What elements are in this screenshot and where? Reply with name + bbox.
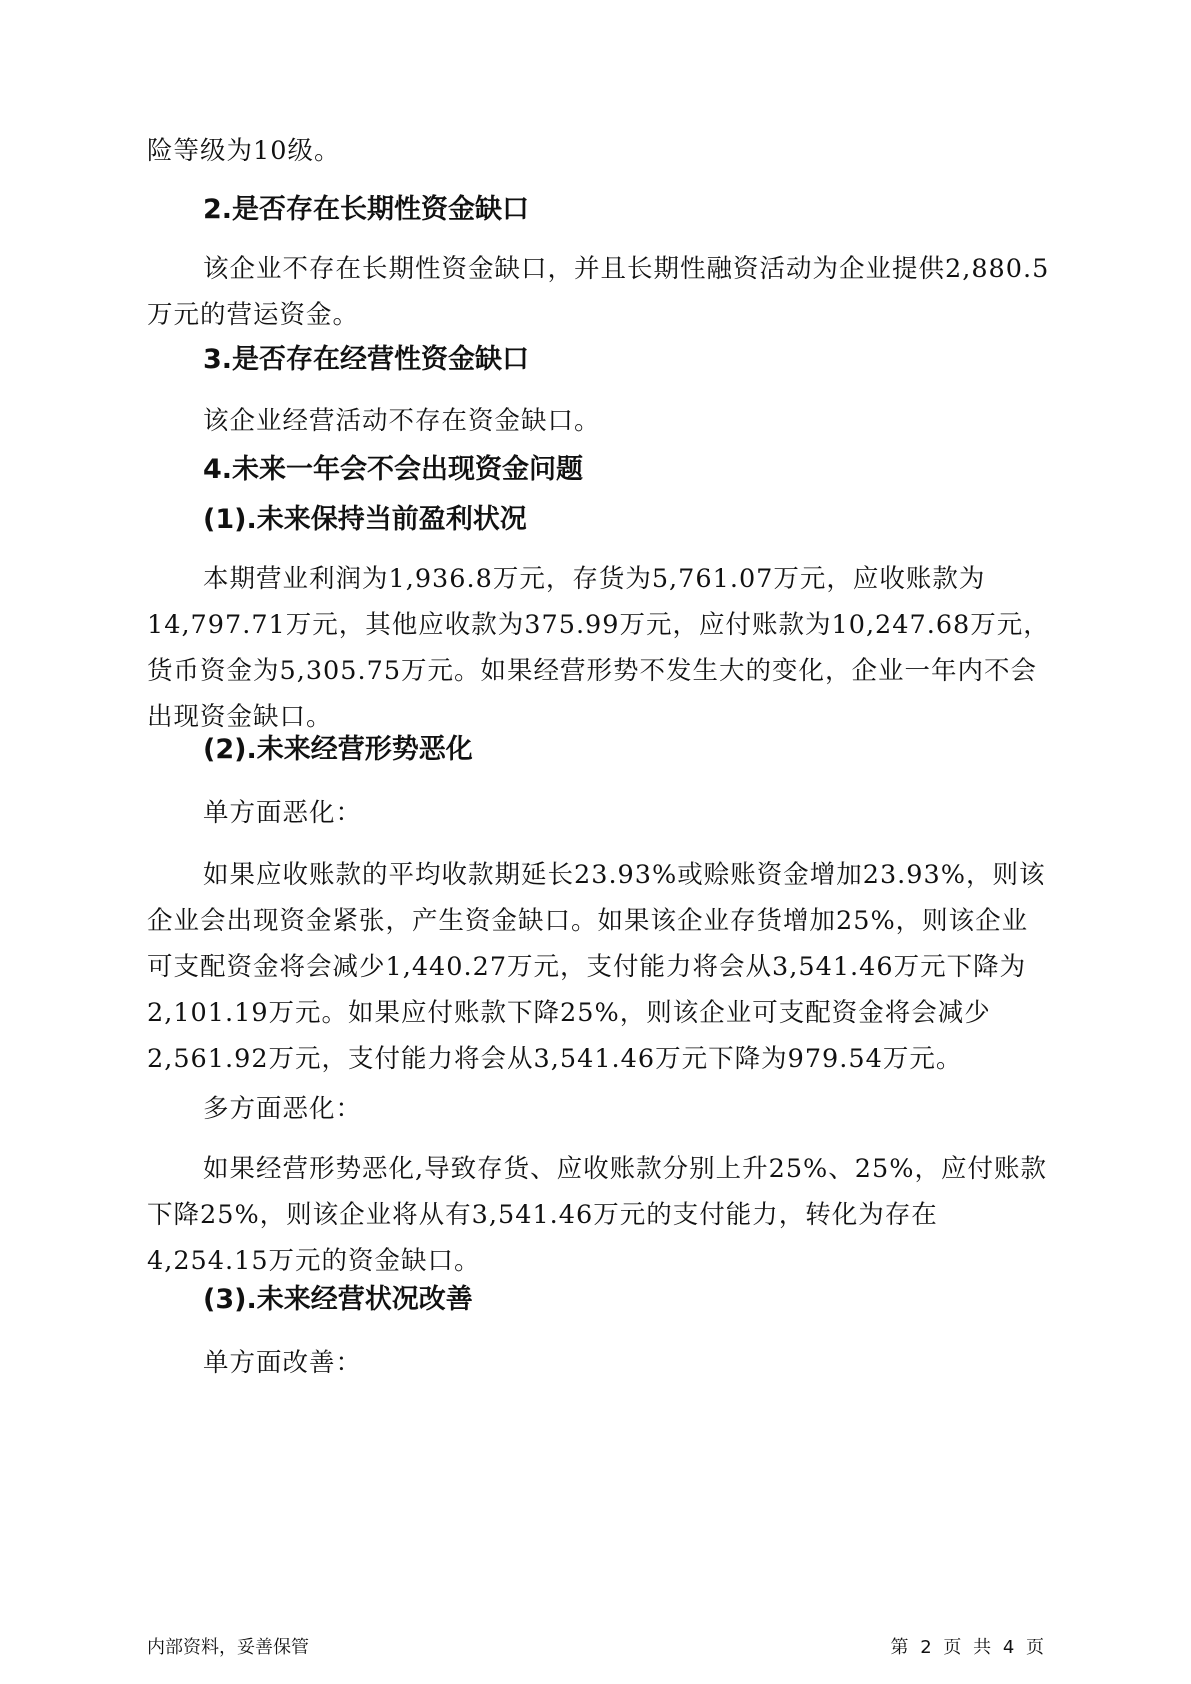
paragraph-single-deteriorate: 如果应收账款的平均收款期延长23.93%或赊账资金增加23.93%，则该企业会出现资金紧张，产生资金缺口。如果该企业存货增加25%，则该企业可支配资金将会减少1,440.27万元，支付能力将会从3,541.46万元下降为2,101.19万元。如果应付账款下降25%，则该企业可支配资金将会减少2,561.92万元，支付能力将会从3,541.46万元下降为979.54万元。 xyxy=(147,860,1046,1074)
paragraph-operating-gap: 该企业经营活动不存在资金缺口。 xyxy=(203,406,601,436)
heading-keep-profit: (1).未来保持当前盈利状况 xyxy=(203,504,527,535)
label-single-deteriorate: 单方面恶化： xyxy=(203,798,363,828)
footer-confidential: 内部资料，妥善保管 xyxy=(147,1637,309,1658)
paragraph-keep-profit: 本期营业利润为1,936.8万元，存货为5,761.07万元，应收账款为14,797.71万元，其他应收款为375.99万元，应付账款为10,247.68万元，货币资金为5,305.75万元。如果经营形势不发生大的变化，企业一年内不会出现资金缺口。 xyxy=(147,564,1050,732)
heading-improve: (3).未来经营状况改善 xyxy=(203,1284,473,1315)
label-multi-deteriorate: 多方面恶化： xyxy=(203,1094,363,1124)
heading-long-term-gap: 2.是否存在长期性资金缺口 xyxy=(203,194,530,225)
paragraph-long-term-gap: 该企业不存在长期性资金缺口，并且长期性融资活动为企业提供2,880.5万元的营运资金。 xyxy=(147,254,1050,330)
paragraph-multi-deteriorate: 如果经营形势恶化,导致存货、应收账款分别上升25%、25%，应付账款下降25%，则该企业将从有3,541.46万元的支付能力，转化为存在4,254.15万元的资金缺口。 xyxy=(147,1154,1047,1276)
footer-page-number: 第 2 页 共 4 页 xyxy=(890,1637,1044,1658)
heading-next-year: 4.未来一年会不会出现资金问题 xyxy=(203,454,584,485)
heading-deteriorate: (2).未来经营形势恶化 xyxy=(203,734,473,765)
heading-operating-gap: 3.是否存在经营性资金缺口 xyxy=(203,344,530,375)
paragraph-intro-tail: 险等级为10级。 xyxy=(147,136,341,166)
label-single-improve: 单方面改善： xyxy=(203,1348,363,1378)
